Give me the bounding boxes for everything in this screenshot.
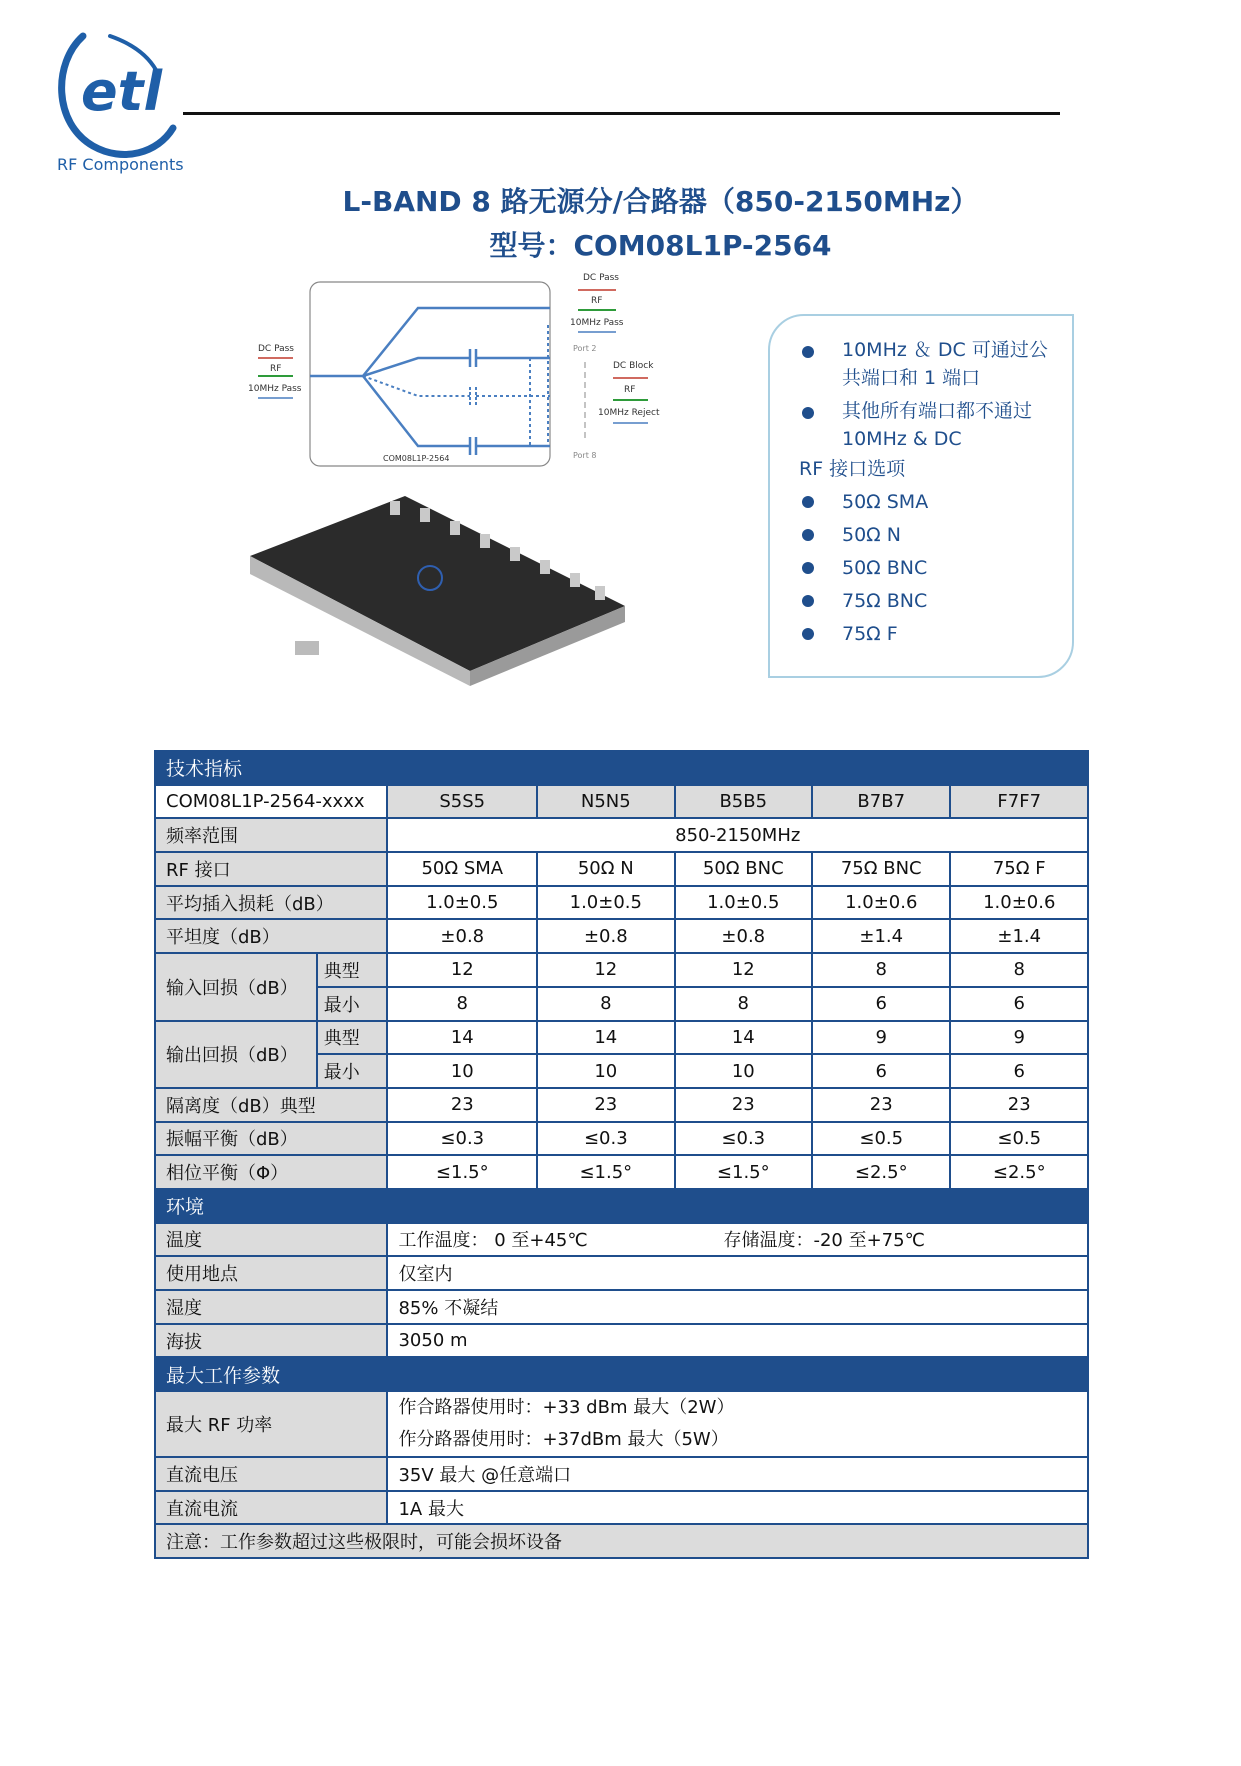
table-cell: 8 — [675, 987, 812, 1021]
section-title: 最大工作参数 — [155, 1357, 1088, 1391]
table-cell: ≤0.5 — [812, 1122, 950, 1156]
column-header: B7B7 — [812, 785, 950, 819]
note: 注意：工作参数超过这些极限时，可能会损坏设备 — [155, 1524, 1088, 1558]
header-rule — [183, 112, 1060, 115]
row-label: 最大 RF 功率 — [155, 1391, 387, 1457]
table-cell: 1.0±0.6 — [812, 886, 950, 920]
rf-option-item: 50Ω BNC — [802, 552, 1052, 585]
table-row — [155, 1021, 1088, 1055]
spec-table — [154, 750, 1089, 1559]
table-cell: ±1.4 — [812, 919, 950, 953]
right-dc-block-label: DC Block — [613, 361, 654, 371]
table-cell: ≤0.3 — [387, 1122, 537, 1156]
port8-label: Port 8 — [573, 451, 597, 460]
row-label: 直流电压 — [155, 1457, 387, 1491]
section-title: 环境 — [155, 1189, 1088, 1223]
table-cell: ±0.8 — [387, 919, 537, 953]
row-label: 平坦度（dB） — [155, 919, 387, 953]
row-label: 振幅平衡（dB） — [155, 1122, 387, 1156]
table-row — [155, 1256, 1088, 1290]
table-row — [155, 886, 1088, 920]
table-cell: 3050 m — [387, 1324, 1088, 1358]
table-row — [155, 953, 1088, 987]
table-cell — [387, 1223, 1088, 1257]
table-cell: 75Ω BNC — [812, 852, 950, 886]
table-cell: ≤1.5° — [387, 1155, 537, 1189]
bullet-icon — [802, 562, 814, 574]
table-cell: ≤2.5° — [950, 1155, 1088, 1189]
table-cell: 1.0±0.6 — [950, 886, 1088, 920]
table-cell: 50Ω N — [537, 852, 674, 886]
top-10mhz-label: 10MHz Pass — [570, 318, 624, 328]
rf-option-item: 75Ω BNC — [802, 585, 1052, 618]
table-cell: ±0.8 — [675, 919, 812, 953]
table-row — [155, 818, 1088, 852]
table-cell: 23 — [537, 1088, 674, 1122]
table-cell: 12 — [537, 953, 674, 987]
row-label: 湿度 — [155, 1290, 387, 1324]
table-cell: 14 — [387, 1021, 537, 1055]
row-label: 直流电流 — [155, 1491, 387, 1525]
table-row — [155, 785, 1088, 819]
table-row — [155, 1524, 1088, 1558]
feature-panel — [768, 314, 1074, 678]
table-row — [155, 1457, 1088, 1491]
row-label: 平均插入损耗（dB） — [155, 886, 387, 920]
rf-option-item: 50Ω N — [802, 519, 1052, 552]
row-label: RF 接口 — [155, 852, 387, 886]
bullet-icon — [802, 407, 814, 419]
section-header-tech — [155, 751, 1088, 785]
row-label: 频率范围 — [155, 818, 387, 852]
feature-text: 10MHz ＆ DC 可通过公共端口和 1 端口 — [842, 339, 1048, 389]
table-cell: 23 — [812, 1088, 950, 1122]
sub-label: 典型 — [317, 953, 388, 987]
table-cell: 12 — [675, 953, 812, 987]
table-cell: 85% 不凝结 — [387, 1290, 1088, 1324]
table-cell: 8 — [950, 953, 1088, 987]
table-row — [155, 1391, 1088, 1457]
table-cell: 仅室内 — [387, 1256, 1088, 1290]
model-number: 型号：COM08L1P-2564 — [489, 229, 832, 262]
table-cell: 8 — [812, 953, 950, 987]
block-diagram — [248, 270, 688, 480]
column-header: F7F7 — [950, 785, 1088, 819]
table-cell: 9 — [950, 1021, 1088, 1055]
left-10mhz-label: 10MHz Pass — [248, 384, 302, 394]
diagram-frame — [310, 282, 550, 466]
table-cell: ≤0.5 — [950, 1122, 1088, 1156]
section-header-env — [155, 1189, 1088, 1223]
table-cell: 1A 最大 — [387, 1491, 1088, 1525]
table-cell: 75Ω F — [950, 852, 1088, 886]
bullet-icon — [802, 628, 814, 640]
column-header: B5B5 — [675, 785, 812, 819]
row-label: 海拔 — [155, 1324, 387, 1358]
table-cell: 850-2150MHz — [387, 818, 1088, 852]
column-header: N5N5 — [537, 785, 674, 819]
table-cell: 6 — [812, 1054, 950, 1088]
bullet-icon — [802, 595, 814, 607]
column-header: S5S5 — [387, 785, 537, 819]
rf-option-item: 75Ω F — [802, 618, 1052, 651]
table-cell: 50Ω BNC — [675, 852, 812, 886]
row-label: 使用地点 — [155, 1256, 387, 1290]
top-dc-pass-label: DC Pass — [583, 273, 619, 283]
bullet-icon — [802, 346, 814, 358]
storage-temp: 存储温度：-20 至+75℃ — [723, 1230, 925, 1252]
product-title: L-BAND 8 路无源分/合路器（850-2150MHz） — [342, 185, 979, 218]
table-cell: ≤1.5° — [537, 1155, 674, 1189]
table-cell: 6 — [812, 987, 950, 1021]
row-label: 隔离度（dB）典型 — [155, 1088, 387, 1122]
table-row — [155, 1155, 1088, 1189]
product-photo — [245, 486, 635, 748]
table-cell: 50Ω SMA — [387, 852, 537, 886]
etl-logo — [48, 28, 198, 176]
left-dc-pass-label: DC Pass — [258, 344, 294, 354]
table-cell: 35V 最大 @任意端口 — [387, 1457, 1088, 1491]
table-cell: 23 — [950, 1088, 1088, 1122]
table-cell: 10 — [537, 1054, 674, 1088]
table-cell: 1.0±0.5 — [537, 886, 674, 920]
table-cell: 12 — [387, 953, 537, 987]
table-row — [155, 852, 1088, 886]
table-cell: 10 — [675, 1054, 812, 1088]
table-cell: 8 — [537, 987, 674, 1021]
top-rf-label: RF — [591, 296, 603, 306]
right-10mhz-label: 10MHz Reject — [598, 408, 660, 418]
row-label: 相位平衡（Φ） — [155, 1155, 387, 1189]
table-cell: 10 — [387, 1054, 537, 1088]
table-cell: 14 — [537, 1021, 674, 1055]
feature-item — [802, 397, 1052, 453]
table-row — [155, 1290, 1088, 1324]
table-row — [155, 1324, 1088, 1358]
table-row — [155, 1088, 1088, 1122]
row-label: 温度 — [155, 1223, 387, 1257]
table-row — [155, 1491, 1088, 1525]
table-row — [155, 919, 1088, 953]
table-row — [155, 1122, 1088, 1156]
table-cell: 14 — [675, 1021, 812, 1055]
logo-wordmark: etl — [81, 60, 162, 123]
port2-label: Port 2 — [573, 344, 597, 353]
table-cell: 9 — [812, 1021, 950, 1055]
rf-options-heading: RF 接口选项 — [799, 458, 906, 480]
table-cell: 1.0±0.5 — [675, 886, 812, 920]
logo-subtitle: RF Components — [57, 155, 184, 174]
power-splitter: 作分路器使用时：+37dBm 最大（5W） — [398, 1429, 729, 1451]
section-header-max — [155, 1357, 1088, 1391]
table-row — [155, 1223, 1088, 1257]
sub-label: 典型 — [317, 1021, 388, 1055]
section-title: 技术指标 — [155, 751, 1088, 785]
table-cell: 6 — [950, 987, 1088, 1021]
table-cell: ≤2.5° — [812, 1155, 950, 1189]
table-cell: ±0.8 — [537, 919, 674, 953]
operating-temp: 工作温度： 0 至+45℃ — [398, 1230, 588, 1252]
table-cell: 8 — [387, 987, 537, 1021]
table-cell — [387, 1391, 1088, 1457]
feature-item — [802, 336, 1052, 392]
right-rf-label: RF — [624, 385, 636, 395]
table-cell: 23 — [675, 1088, 812, 1122]
power-combiner: 作合路器使用时：+33 dBm 最大（2W） — [398, 1397, 735, 1419]
bullet-icon — [802, 529, 814, 541]
table-cell: ≤1.5° — [675, 1155, 812, 1189]
sub-label: 最小 — [317, 987, 388, 1021]
model-label: COM08L1P-2564-xxxx — [155, 785, 387, 819]
diagram-model-label: COM08L1P-2564 — [383, 454, 450, 463]
table-cell: ≤0.3 — [675, 1122, 812, 1156]
table-cell: 1.0±0.5 — [387, 886, 537, 920]
sub-label: 最小 — [317, 1054, 388, 1088]
left-rf-label: RF — [270, 364, 282, 374]
table-cell: ±1.4 — [950, 919, 1088, 953]
table-cell: ≤0.3 — [537, 1122, 674, 1156]
table-cell: 6 — [950, 1054, 1088, 1088]
rf-option-item: 50Ω SMA — [802, 486, 1052, 519]
row-label: 输入回损（dB） — [155, 953, 317, 1020]
bullet-icon — [802, 496, 814, 508]
table-cell: 23 — [387, 1088, 537, 1122]
row-label: 输出回损（dB） — [155, 1021, 317, 1088]
feature-text: 其他所有端口都不通过 10MHz & DC — [842, 400, 1033, 450]
